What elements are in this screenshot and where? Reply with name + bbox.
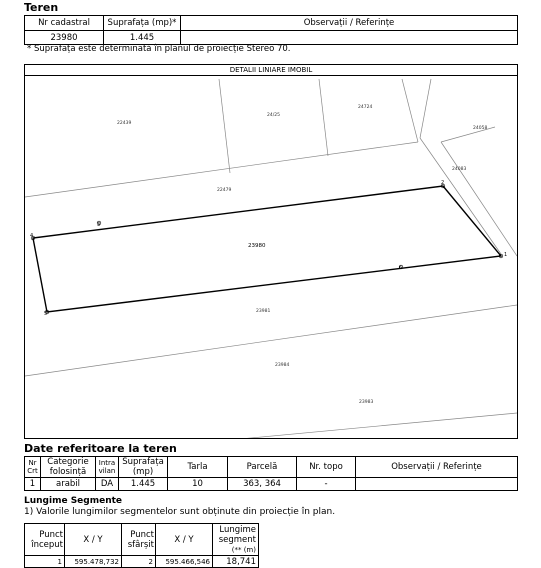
point-label: 5	[44, 311, 48, 317]
neighbor-label: 24058	[473, 126, 488, 131]
header-xy-1: X / Y	[65, 524, 122, 556]
categorie-value: arabil	[41, 478, 96, 491]
date-ref-table	[24, 456, 518, 491]
point-label: 3	[97, 222, 101, 228]
header-observatii: Observații / Referințe	[356, 457, 518, 478]
point-label: 4	[30, 233, 34, 239]
xy-2-value: 595.466,546	[156, 556, 213, 568]
teren-note: * Suprafața este determinată în planul de proiecție Stereo 70.	[27, 44, 291, 54]
header-punct-sfarsit: Punct sfârșit	[122, 524, 156, 556]
header-punct-inceput: Punct început	[25, 524, 65, 556]
neighbor-label: 24/25	[267, 113, 280, 118]
punct-sfarsit-value: 2	[122, 556, 156, 568]
header-observatii: Observații / Referințe	[181, 16, 518, 31]
header-suprafata: Suprafața (mp)	[119, 457, 168, 478]
neighbor-label: 24083	[452, 167, 467, 172]
lungime-value: 18,741	[213, 556, 259, 568]
segmente-table	[24, 523, 259, 568]
plan-title: DETALII LINIARE IMOBIL	[25, 65, 517, 76]
date-ref-title: Date referitoare la teren	[24, 442, 177, 455]
nr-cadastral-value: 23980	[25, 31, 104, 45]
nr-topo-value: -	[297, 478, 356, 491]
cadastral-plan	[25, 76, 517, 439]
parcela-value: 363, 364	[228, 478, 297, 491]
xy-1-value: 595.478,732	[65, 556, 122, 568]
suprafata-value: 1.445	[104, 31, 181, 45]
header-parcela: Parcelă	[228, 457, 297, 478]
suprafata-value: 1.445	[119, 478, 168, 491]
neighbor-label: 23981	[256, 309, 271, 314]
point-label: 6	[399, 265, 403, 271]
punct-inceput-value: 1	[25, 556, 65, 568]
neighbor-label: 23983	[359, 400, 374, 405]
header-lungime: Lungime segment (** (m)	[213, 524, 259, 556]
point-label: 1	[504, 252, 508, 258]
intravilan-value: DA	[96, 478, 119, 491]
segmente-title: Lungime Segmente	[24, 496, 123, 506]
plan-frame	[24, 64, 518, 439]
neighbor-label: 22479	[217, 188, 232, 193]
observatii-value	[181, 31, 518, 45]
tarla-value: 10	[168, 478, 228, 491]
teren-title: Teren	[24, 1, 59, 14]
parcel-id-label: 23980	[248, 243, 266, 249]
neighbor-label: 22439	[117, 121, 132, 126]
observatii-value	[356, 478, 518, 491]
point-label: 2	[441, 180, 445, 186]
header-intravilan: Intra vilan	[96, 457, 119, 478]
header-nr-crt: Nr Crt	[25, 457, 41, 478]
header-xy-2: X / Y	[156, 524, 213, 556]
teren-table	[24, 15, 518, 45]
segmente-note: 1) Valorile lungimilor segmentelor sunt obținute din proiecție în plan.	[24, 507, 336, 517]
header-nr-topo: Nr. topo	[297, 457, 356, 478]
header-nr-cadastral: Nr cadastral	[25, 16, 104, 31]
header-tarla: Tarla	[168, 457, 228, 478]
header-categorie: Categorie folosință	[41, 457, 96, 478]
neighbor-label: 24724	[358, 105, 373, 110]
neighbor-label: 23984	[275, 363, 290, 368]
nr-crt-value: 1	[25, 478, 41, 491]
header-suprafata: Suprafața (mp)*	[104, 16, 181, 31]
